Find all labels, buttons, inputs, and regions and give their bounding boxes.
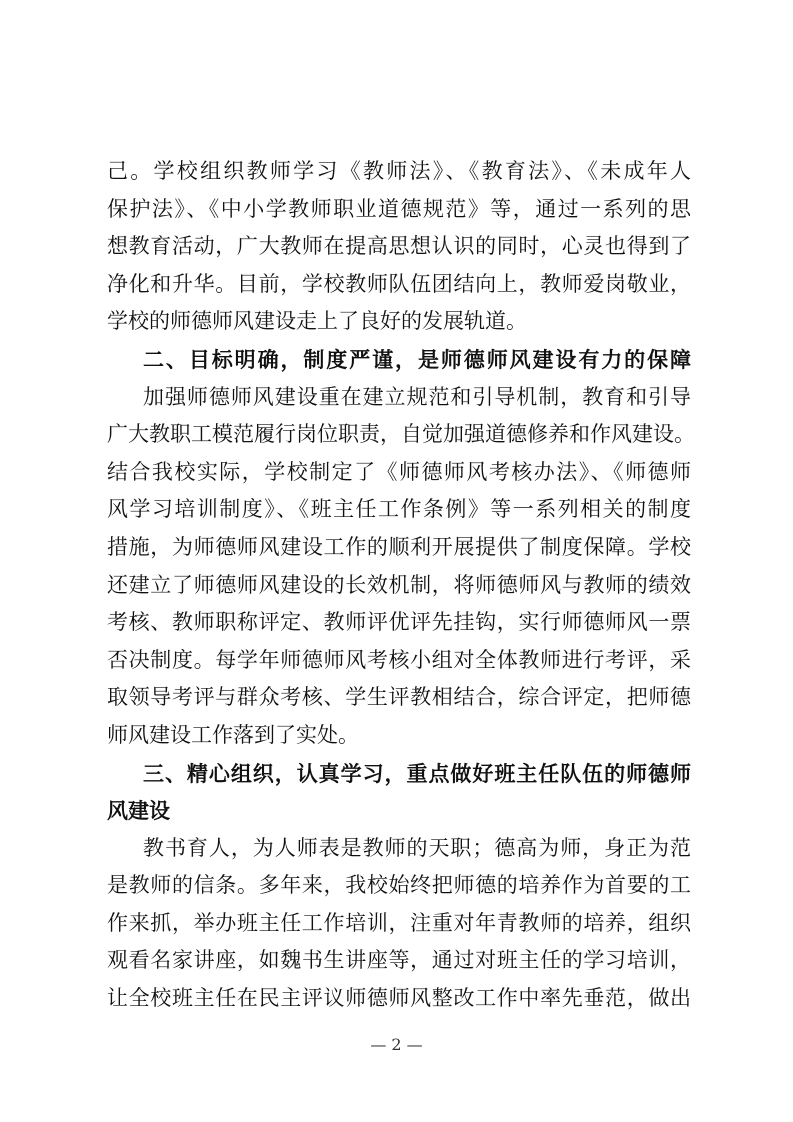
section-heading-line: 二、目标明确，制度严谨，是师德师风建设有力的保障	[143, 346, 691, 372]
text-line: 师风建设工作落到了实处。	[107, 722, 359, 747]
text-line: 净化和升华。目前，学校教师队伍团结向上，教师爱岗敬业，	[107, 271, 691, 296]
text-line: 取领导考评与群众考核、学生评教相结合，综合评定，把师德	[107, 685, 691, 710]
text-line: 己。学校组织教师学习《教师法》、《教育法》、《未成年人	[107, 159, 691, 183]
text-line: 学校的师德师风建设走上了良好的发展轨道。	[107, 309, 527, 334]
text-line: 考核、教师职称评定、教师评优评先挂钩，实行师德师风一票	[107, 610, 691, 635]
section-heading-line: 风建设	[107, 798, 170, 824]
text-line: 否决制度。每学年师德师风考核小组对全体教师进行考评，采	[107, 647, 691, 672]
text-line: 观看名家讲座，如魏书生讲座等，通过对班主任的学习培训，	[107, 948, 691, 973]
text-line: 还建立了师德师风建设的长效机制，将师德师风与教师的绩效	[107, 572, 691, 597]
section-heading-line: 三、精心组织，认真学习，重点做好班主任队伍的师德师	[143, 760, 691, 786]
text-line: 想教育活动，广大教师在提高思想认识的同时，心灵也得到了	[107, 234, 691, 259]
text-line: 广大教职工模范履行岗位职责，自觉加强道德修养和作风建设。	[107, 422, 695, 447]
page-number: — 2 —	[370, 1035, 423, 1054]
text-line: 让全校班主任在民主评议师德师风整改工作中率先垂范，做出	[107, 986, 691, 1011]
text-line: 是教师的信条。多年来，我校始终把师德的培养作为首要的工	[107, 873, 691, 898]
document-body	[107, 153, 695, 1018]
text-line: 风学习培训制度》、《班主任工作条例》等一系列相关的制度	[107, 497, 691, 522]
text-line: 结合我校实际，学校制定了《师德师风考核办法》、《师德师	[107, 459, 691, 484]
text-line: 作来抓，举办班主任工作培训，注重对年青教师的培养，组织	[107, 910, 691, 935]
text-line: 措施，为师德师风建设工作的顺利开展提供了制度保障。学校	[107, 534, 691, 559]
text-line: 加强师德师风建设重在建立规范和引导机制，教育和引导	[143, 384, 691, 409]
text-line: 教书育人，为人师表是教师的天职；德高为师，身正为范	[143, 835, 691, 860]
text-line: 保护法》、《中小学教师职业道德规范》等，通过一系列的思	[107, 196, 691, 221]
